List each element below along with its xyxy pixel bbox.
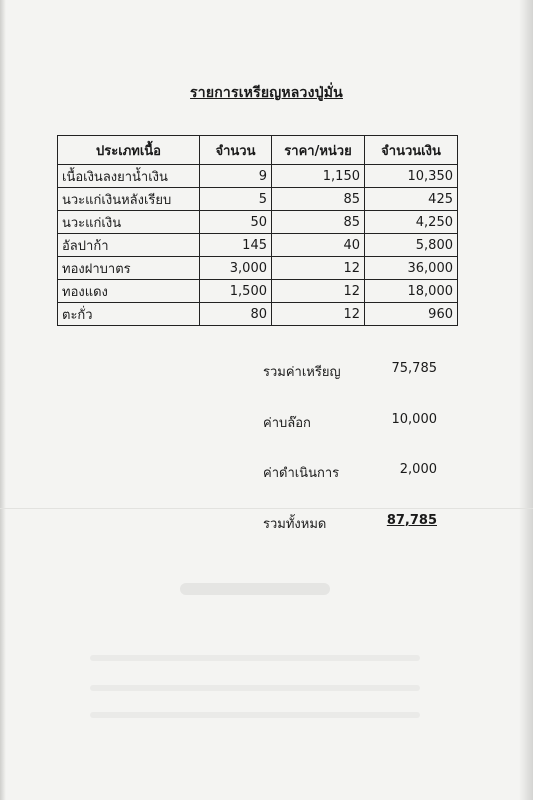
cell-type: เนื้อเงินลงยาน้ำเงิน	[58, 165, 200, 188]
table-row	[58, 257, 458, 280]
cell-type: อัลปาก้า	[58, 234, 200, 257]
cell-unit-price: 40	[272, 234, 365, 257]
summary-grand-total-label: รวมทั้งหมด	[263, 517, 327, 532]
table-row	[58, 303, 458, 326]
cell-unit-price: 85	[272, 211, 365, 234]
cell-unit-price: 12	[272, 280, 365, 303]
show-through-text	[180, 583, 330, 595]
cell-amount: 18,000	[365, 280, 458, 303]
summary-operation-value: 2,000	[399, 462, 437, 477]
show-through-line	[90, 655, 420, 661]
summary-mold-value: 10,000	[391, 412, 437, 427]
cell-qty: 5	[200, 188, 272, 211]
cell-qty: 1,500	[200, 280, 272, 303]
cell-unit-price: 1,150	[272, 165, 365, 188]
document-title: รายการเหรียญหลวงปู่มั่น	[190, 85, 343, 101]
page-fold-line	[0, 508, 533, 509]
summary-coins-total	[0, 361, 533, 381]
cell-unit-price: 12	[272, 257, 365, 280]
column-header-unit-price: ราคา/หน่วย	[272, 136, 365, 165]
cell-type: ทองแดง	[58, 280, 200, 303]
cell-amount: 36,000	[365, 257, 458, 280]
table-row	[58, 188, 458, 211]
cell-unit-price: 85	[272, 188, 365, 211]
summary-operation-cost	[0, 462, 533, 482]
cell-amount: 10,350	[365, 165, 458, 188]
cell-type: นวะแก่เงินหลังเรียบ	[58, 188, 200, 211]
column-header-qty: จำนวน	[200, 136, 272, 165]
show-through-line	[90, 685, 420, 691]
summary-grand-total-value: 87,785	[386, 513, 437, 528]
column-header-amount: จำนวนเงิน	[365, 136, 458, 165]
summary-grand-total	[0, 513, 533, 533]
cell-type: ตะกั่ว	[58, 303, 200, 326]
summary-operation-label: ค่าดำเนินการ	[263, 466, 340, 481]
table-row	[58, 211, 458, 234]
cell-type: ทองฝาบาตร	[58, 257, 200, 280]
cell-amount: 960	[365, 303, 458, 326]
table-row	[58, 234, 458, 257]
summary-coins-total-label: รวมค่าเหรียญ	[263, 365, 341, 380]
cell-amount: 5,800	[365, 234, 458, 257]
summary-mold-label: ค่าบล๊อก	[263, 416, 311, 431]
cell-qty: 9	[200, 165, 272, 188]
cell-qty: 3,000	[200, 257, 272, 280]
table-header-row	[58, 136, 458, 165]
page-edge-right	[519, 0, 533, 800]
cell-qty: 145	[200, 234, 272, 257]
cell-amount: 4,250	[365, 211, 458, 234]
cell-qty: 80	[200, 303, 272, 326]
summary-coins-total-value: 75,785	[391, 361, 437, 376]
table-row	[58, 280, 458, 303]
cell-unit-price: 12	[272, 303, 365, 326]
cell-type: นวะแก่เงิน	[58, 211, 200, 234]
coin-items-table	[57, 135, 458, 326]
cell-amount: 425	[365, 188, 458, 211]
column-header-type: ประเภทเนื้อ	[58, 136, 200, 165]
show-through-line	[90, 712, 420, 718]
table-row	[58, 165, 458, 188]
summary-mold-cost	[0, 412, 533, 432]
cell-qty: 50	[200, 211, 272, 234]
page-edge-left	[0, 0, 6, 800]
